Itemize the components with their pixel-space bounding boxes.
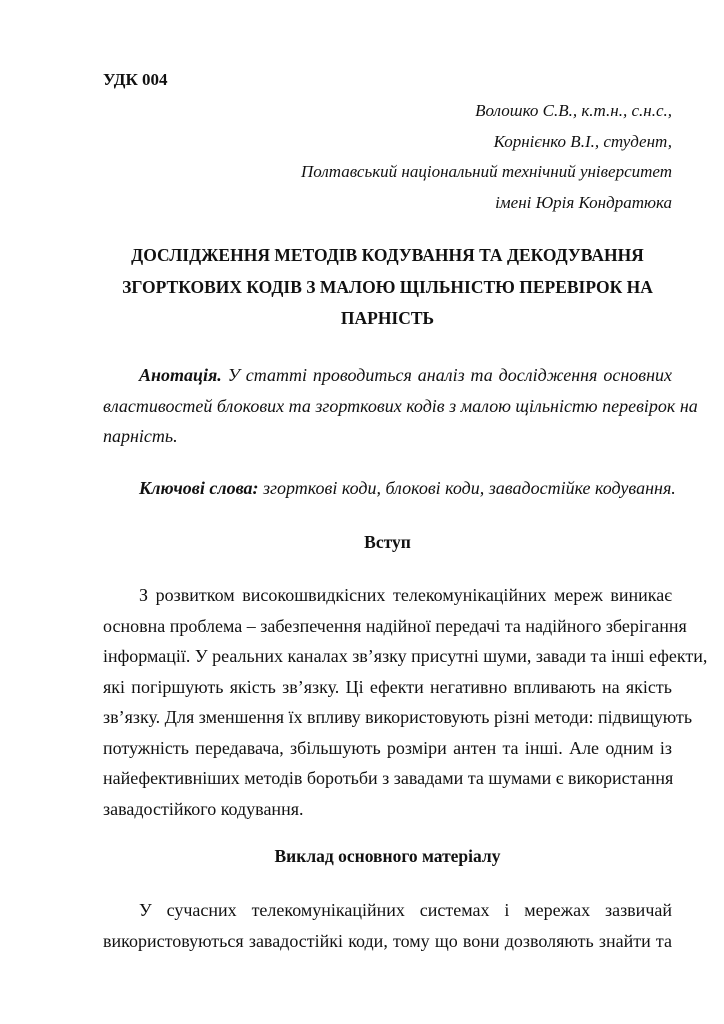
author-block [103, 96, 672, 218]
title-line: ЗГОРТКОВИХ КОДІВ З МАЛОЮ ЩІЛЬНІСТЮ ПЕРЕВІРОК НА [122, 276, 653, 297]
author-2: Корнієнко В.І., студент, [493, 131, 672, 151]
intro-paragraph [103, 580, 708, 824]
section-heading-intro: Вступ [364, 532, 411, 552]
abstract [103, 360, 698, 452]
title-line: ПАРНІСТЬ [340, 308, 435, 328]
paragraph-line: які погіршують якість зв’язку. Ці ефекти негативно впливають на якість [103, 676, 672, 697]
title-line: ДОСЛІДЖЕННЯ МЕТОДІВ КОДУВАННЯ ТА ДЕКОДУВАННЯ [131, 245, 644, 265]
paragraph-line: завадостійкого кодування. [103, 798, 304, 819]
keywords-text: згорткові коди, блокові коди, завадостійке кодування. [258, 478, 676, 498]
abstract-line: властивостей блокових та згорткових кодів з малою щільністю перевірок на [103, 395, 698, 416]
author-1: Волошко С.В., к.т.н., с.н.с., [475, 101, 672, 120]
paragraph-line: У сучасних телекомунікаційних системах і мережах зазвичай [139, 900, 672, 920]
abstract-line: парність. [103, 426, 178, 446]
paragraph-line: основна проблема – забезпечення надійної передачі та надійного зберігання [103, 615, 687, 636]
keywords [103, 473, 676, 504]
paragraph-line: інформації. У реальних каналах зв’язку присутні шуми, завади та інші ефекти, [103, 646, 708, 666]
paragraph-line: найефективніших методів боротьби з завадами та шумами є використання [103, 768, 674, 788]
paragraph-line: потужність передавача, збільшують розміри антен та інші. Але одним із [103, 737, 672, 758]
keywords-label: Ключові слова: [139, 478, 259, 498]
main-paragraph [103, 895, 672, 956]
paper-title [103, 240, 672, 335]
paragraph-line: використовуються завадостійкі коди, тому що вони дозволяють знайти та [103, 930, 672, 951]
affiliation: Полтавський національний технічний університет [301, 162, 672, 181]
section-heading-main: Виклад основного матеріалу [274, 846, 501, 866]
udk-code: УДК 004 [103, 70, 168, 89]
paragraph-line: зв’язку. Для зменшення їх впливу використовують різні методи: підвищують [103, 707, 693, 727]
paragraph-line: З розвитком високошвидкісних телекомунікаційних мереж виникає [139, 585, 672, 605]
abstract-label: Анотація. [139, 365, 222, 385]
affiliation-name: імені Юрія Кондратюка [495, 192, 672, 212]
abstract-text: У статті проводиться аналіз та дослідження основних [221, 365, 672, 385]
